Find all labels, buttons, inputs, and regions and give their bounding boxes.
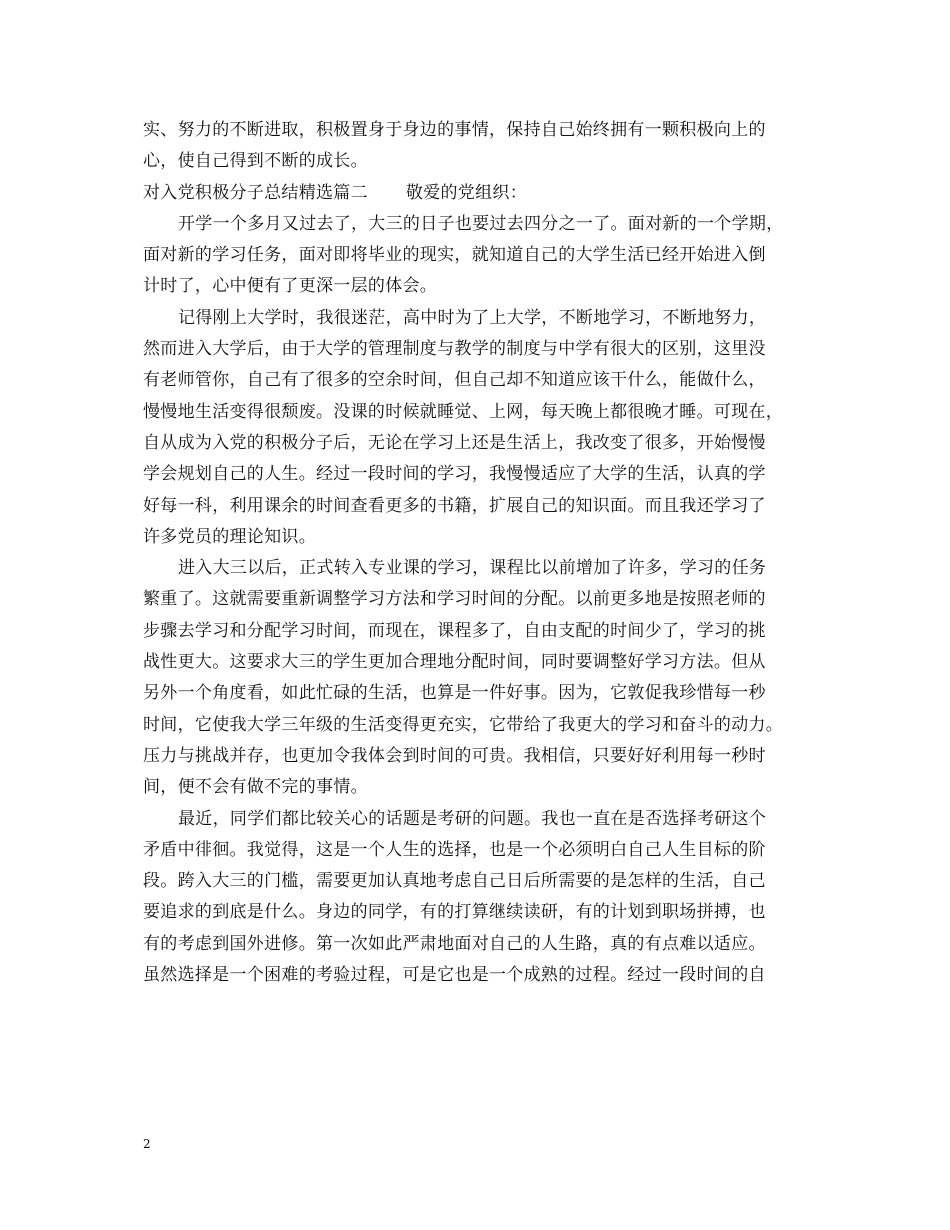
text-line: 要追求的到底是什么。身边的同学，有的打算继续读研，有的计划到职场拼搏，也 [143,902,766,923]
text-line: 慢慢地生活变得很颓废。没课的时候就睡觉、上网，每天晚上都很晚才睡。可现在， [143,401,784,422]
text-line: 实、努力的不断进取，积极置身于身边的事情，保持自己始终拥有一颗积极向上的 [143,120,766,140]
body-text [143,115,808,991]
text-line: 战性更大。这要求大三的学生更加合理地分配时间，同时要调整好学习方法。但从 [143,652,766,673]
text-line: 有的考虑到国外进修。第一次如此严肃地面对自己的人生路，真的有点难以适应。 [143,933,766,954]
text-line: 最近，同学们都比较关心的话题是考研的问题。我也一直在是否选择考研这个 [178,808,767,829]
text-line: 好每一科，利用课余的时间查看更多的书籍，扩展自己的知识面。而且我还学习了 [143,495,766,516]
text-line: 虽然选择是一个困难的考验过程，可是它也是一个成熟的过程。经过一段时间的自 [143,965,766,986]
paragraph-4 [143,804,808,992]
text-line: 间，便不会有做不完的事情。 [143,777,368,798]
text-line: 计时了，心中便有了更深一层的体会。 [143,276,438,297]
text-line: 步骤去学习和分配学习时间，而现在，课程多了，自由支配的时间少了，学习的挑 [143,620,766,641]
text-line: 许多党员的理论知识。 [143,526,316,547]
paragraph-2 [143,303,808,553]
section-heading [143,178,808,209]
text-line: 面对新的学习任务，面对即将毕业的现实，就知道自己的大学生活已经开始进入倒 [143,245,766,266]
section-heading-line [143,178,808,209]
text-line: 段。跨入大三的门槛，需要更加认真地考虑自己日后所需要的是怎样的生活，自己 [143,871,766,892]
text-line: 另外一个角度看，如此忙碌的生活，也算是一件好事。因为，它敦促我珍惜每一秒 [143,683,766,704]
section-title: 对入党积极分子总结精选篇二 [143,182,368,203]
text-line: 记得刚上大学时，我很迷茫，高中时为了上大学，不断地学习，不断地努力， [178,307,767,328]
text-line: 进入大三以后，正式转入专业课的学习，课程比以前增加了许多，学习的任务 [178,558,767,579]
text-line: 矛盾中徘徊。我觉得，这是一个人生的选择，也是一个必须明白自己人生目标的阶 [143,839,766,860]
text-line: 压力与挑战并存，也更加令我体会到时间的可贵。我相信，只要好好利用每一秒时 [143,745,766,766]
paragraph-1 [143,209,808,303]
continued-paragraph [143,115,808,178]
text-line: 学会规划自己的人生。经过一段时间的学习，我慢慢适应了大学的生活，认真的学 [143,464,766,485]
salutation: 敬爱的党组织： [405,182,528,203]
text-line: 繁重了。这就需要重新调整学习方法和学习时间的分配。以前更多地是按照老师的 [143,589,766,610]
text-line: 时间，它使我大学三年级的生活变得更充实，它带给了我更大的学习和奋斗的动力。 [143,714,784,735]
text-line: 自从成为入党的积极分子后，无论在学习上还是生活上，我改变了很多，开始慢慢 [143,432,766,453]
text-line: 然而进入大学后，由于大学的管理制度与教学的制度与中学有很大的区别，这里没 [143,339,766,360]
text-line: 心，使自己得到不断的成长。 [143,151,368,172]
paragraph-3 [143,553,808,803]
page-number: 2 [143,1137,151,1151]
text-line: 开学一个多月又过去了，大三的日子也要过去四分之一了。面对新的一个学期， [178,213,784,234]
text-line: 有老师管你，自己有了很多的空余时间，但自己却不知道应该干什么，能做什么， [143,370,766,391]
